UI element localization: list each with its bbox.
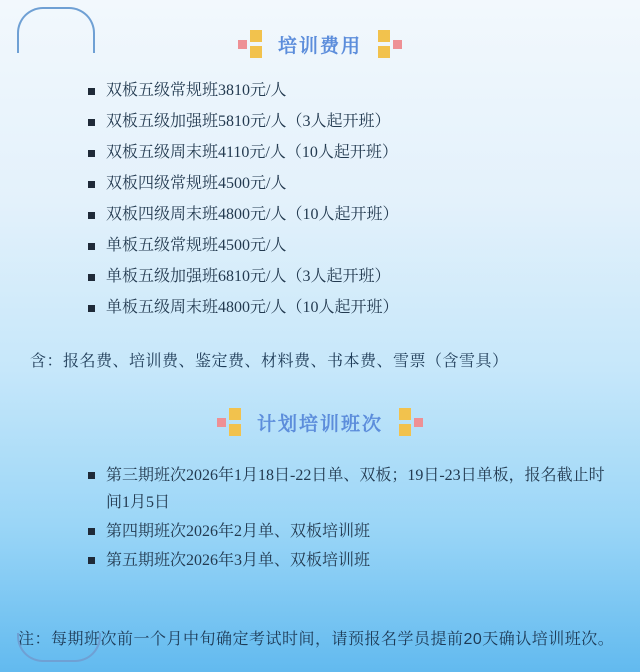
bullet-square-icon (88, 274, 95, 281)
bullet-square-icon (88, 557, 95, 564)
fee-list-item-text: 双板五级周末班4110元/人（10人起开班） (106, 144, 398, 161)
fee-includes-note: 含：报名费、培训费、鉴定费、材料费、书本费、雪票（含雪具） (30, 353, 509, 370)
fee-list-item-text: 单板五级加强班6810元/人（3人起开班） (106, 268, 391, 285)
accent-cluster-left-icon (238, 30, 262, 58)
fee-list (88, 82, 612, 317)
schedule-list-item (88, 547, 612, 574)
bullet-square-icon (88, 88, 95, 95)
yellow-square-icon (399, 408, 411, 420)
schedule-list-item (88, 518, 612, 545)
fee-list-item (88, 113, 612, 131)
pink-square-icon (238, 40, 247, 49)
section1-title: 培训费用 (277, 35, 362, 57)
bullet-square-icon (88, 150, 95, 157)
fee-list-item (88, 268, 612, 286)
yellow-square-icon (250, 30, 262, 42)
fee-list-item-text: 双板四级周末班4800元/人（10人起开班） (106, 206, 399, 223)
fee-list-item-text: 单板五级常规班4500元/人 (106, 237, 287, 254)
bullet-square-icon (88, 528, 95, 535)
fee-list-item-text: 双板四级常规班4500元/人 (106, 175, 287, 192)
fee-list-item-text: 双板五级加强班5810元/人（3人起开班） (106, 113, 391, 130)
bullet-square-icon (88, 305, 95, 312)
footer-note: 注：每期班次前一个月中旬确定考试时间，请预报名学员提前20天确认培训班次。 (18, 631, 615, 648)
bullet-square-icon (88, 472, 95, 479)
schedule-list-item-text: 第四期班次2026年2月单、双板培训班 (106, 523, 371, 540)
pink-square-icon (393, 40, 402, 49)
bullet-square-icon (88, 212, 95, 219)
schedule-list (88, 462, 612, 574)
fee-list-item (88, 237, 612, 255)
yellow-square-icon (399, 424, 411, 436)
schedule-list-item-text: 第五期班次2026年3月单、双板培训班 (106, 552, 371, 569)
pink-square-icon (414, 418, 423, 427)
corner-line-top-left (17, 7, 95, 53)
accent-cluster-right-icon (399, 408, 423, 436)
accent-cluster-left-icon (217, 408, 241, 436)
fee-list-item (88, 206, 612, 224)
yellow-square-icon (229, 408, 241, 420)
fee-list-item (88, 144, 612, 162)
fee-list-item (88, 175, 612, 193)
bullet-square-icon (88, 243, 95, 250)
section1-title-row (0, 0, 640, 58)
accent-cluster-right-icon (378, 30, 402, 58)
fee-list-item-text: 双板五级常规班3810元/人 (106, 82, 287, 99)
bullet-square-icon (88, 181, 95, 188)
yellow-square-icon (378, 46, 390, 58)
pink-square-icon (217, 418, 226, 427)
section2-title: 计划培训班次 (256, 413, 383, 435)
bullet-square-icon (88, 119, 95, 126)
yellow-square-icon (229, 424, 241, 436)
corner-line-bottom-left (17, 633, 101, 662)
fee-list-item (88, 82, 612, 100)
section2-title-row (0, 408, 640, 436)
yellow-square-icon (378, 30, 390, 42)
fee-list-item (88, 299, 612, 317)
yellow-square-icon (250, 46, 262, 58)
schedule-list-item (88, 462, 612, 516)
schedule-list-item-text: 第三期班次2026年1月18日-22日单、双板；19日-23日单板，报名截止时间1月5日 (106, 467, 605, 511)
fee-list-item-text: 单板五级周末班4800元/人（10人起开班） (106, 299, 399, 316)
